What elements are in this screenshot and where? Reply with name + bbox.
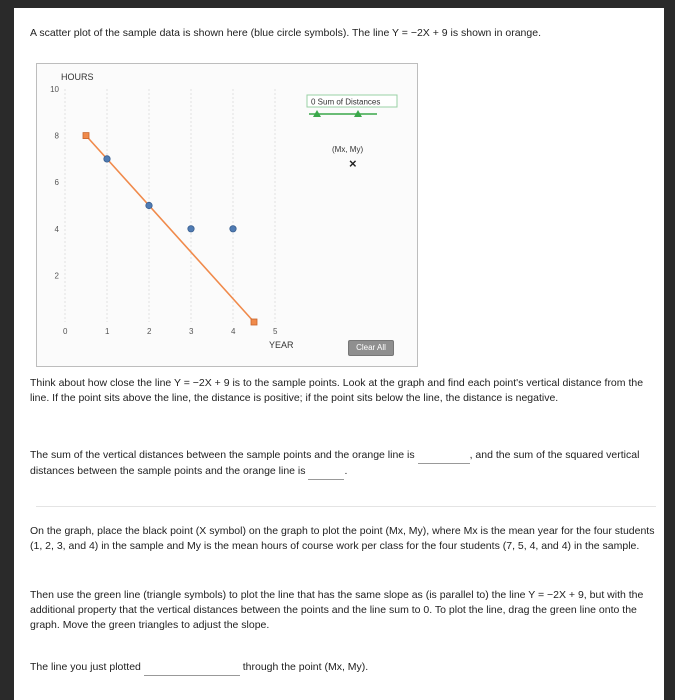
x-tick-label: 0 [63,327,68,336]
orange-regression-line[interactable] [86,136,254,322]
y-tick-label: 6 [54,178,59,188]
intro-text: A scatter plot of the sample data is shown here (blue circle symbols). The line Y = −2X + 9 is shown in orange. [30,27,541,39]
question-sheet [14,8,664,700]
scatter-plot-panel[interactable] [36,63,418,367]
x-tick-label: 1 [105,327,110,336]
divider [36,506,656,507]
instruction-distances: Think about how close the line Y = −2X + 9 is to the sample points. Look at the graph and find each point's vertical distance from the line. If the point sits above the line, the distance is positive; if the point sits below the line, the distance is negative. [30,377,644,404]
y-tick-label: 8 [54,131,59,141]
scatter-plot[interactable] [37,64,417,366]
sum-squared-answer-field[interactable] [308,464,344,480]
y-tick-label: 10 [50,85,59,94]
line-endpoint-handle[interactable] [83,133,89,139]
clear-all-button[interactable]: Clear All [348,340,394,356]
sum-distances-answer-field[interactable] [418,448,470,464]
sum-question-text: The sum of the vertical distances between the sample points and the orange line is [30,449,415,461]
x-tick-label: 5 [273,327,278,336]
data-point[interactable] [188,226,194,232]
instruction-green-line: Then use the green line (triangle symbols) to plot the line that has the same slope as (is parallel to) the line Y = −2X + 9, but with the additional property that the vertical distances between the points and the line sum to 0. To plot the line, drag the green line onto the graph. Move the green triangles to adjust the slope. [30,589,644,631]
final-question-text: The line you just plotted [30,661,141,673]
sum-question-text-3: squared vertical distances between the sample points and the orange line is [30,449,640,477]
sum-question-text-2: , and the sum of the [469,449,563,461]
final-question-text-2: through the point (Mx, My). [242,661,369,673]
final-question [30,660,660,676]
y-axis-label: HOURS [61,72,94,82]
sum-of-distances-label: 0 Sum of Distances [311,97,381,107]
data-point[interactable] [230,226,236,232]
y-tick-label: 2 [54,271,59,281]
sum-question-text-4: . [344,465,348,477]
instruction-mean-point: On the graph, place the black point (X symbol) on the graph to plot the point (Mx, My), where Mx is the mean year for the four students (1, 2, 3, and 4) in the sample and My is the mean hours of course work per class for the four students (7, 5, 4, and 4) in the sample. [30,525,655,552]
final-answer-dropdown[interactable] [144,660,240,676]
x-tick-label: 2 [147,327,152,336]
mean-point-label: (Mx, My) [332,145,364,154]
black-x-point-icon[interactable]: × [349,156,357,171]
data-point[interactable] [146,202,152,208]
data-point[interactable] [104,156,110,162]
x-tick-label: 3 [189,327,194,336]
line-endpoint-handle[interactable] [251,319,257,325]
x-tick-label: 4 [231,327,236,336]
y-tick-label: 4 [54,224,59,234]
x-axis-label: YEAR [269,340,294,350]
sum-question [30,448,660,480]
